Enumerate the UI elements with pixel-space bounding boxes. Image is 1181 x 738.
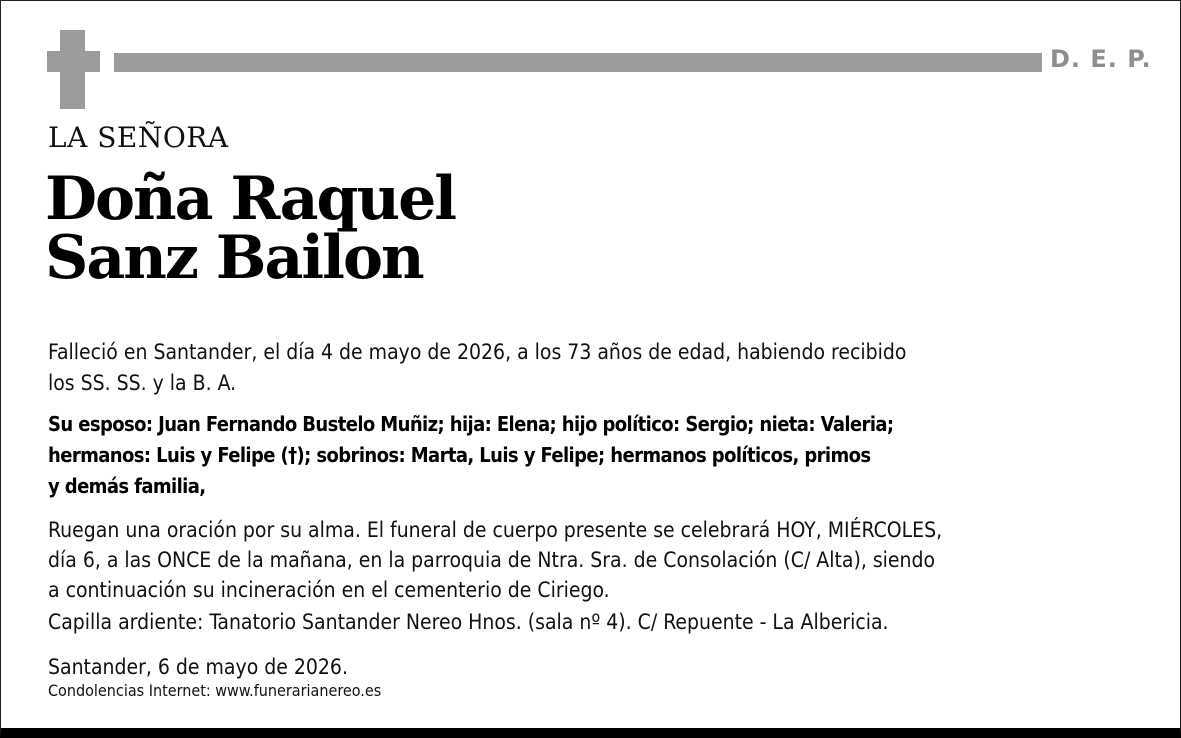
funeral-line: día 6, a las ONCE de la mañana, en la parroquia de Ntra. Sra. de Consolación (C/ Alta), siendo [48, 548, 936, 572]
funeral-line: Ruegan una oración por su alma. El funeral de cuerpo presente se celebrará HOY, MIÉRCOLES, [48, 518, 943, 542]
death-notice-paragraph [48, 337, 1158, 399]
place-date-line: Santander, 6 de mayo de 2026. [48, 655, 348, 679]
family-paragraph [48, 409, 1158, 502]
dep-label: D. E. P. [1050, 45, 1152, 73]
header-rule [114, 53, 1042, 72]
family-line: y demás familia, [48, 474, 206, 498]
place-date [48, 652, 1158, 683]
family-line: Su esposo: Juan Fernando Bustelo Muñiz; hija: Elena; hijo político: Sergio; nieta: Valeria; [48, 412, 894, 436]
cross-icon-arm [47, 51, 100, 72]
death-notice-line: los SS. SS. y la B. A. [48, 371, 237, 395]
funeral-line: a continuación su incineración en el cementerio de Ciriego. [48, 578, 610, 602]
chapel-line: Capilla ardiente: Tanatorio Santander Nereo Hnos. (sala nº 4). C/ Repuente - La Albericia. [48, 610, 889, 634]
chapel-info [48, 607, 1158, 638]
deceased-name-line2: Sanz Bailon [45, 223, 423, 293]
honorific-title: LA SEÑORA [48, 121, 229, 154]
death-notice-line: Falleció en Santander, el día 4 de mayo de 2026, a los 73 años de edad, habiendo recibido [48, 340, 907, 364]
condolences-line: Condolencias Internet: www.funerarianereo.es [48, 681, 382, 700]
deceased-name-line1: Doña Raquel [45, 164, 456, 234]
funeral-paragraph [48, 515, 1158, 605]
condolences-info [48, 681, 1158, 701]
family-line: hermanos: Luis y Felipe (†); sobrinos: Marta, Luis y Felipe; hermanos políticos, primos [48, 443, 871, 467]
